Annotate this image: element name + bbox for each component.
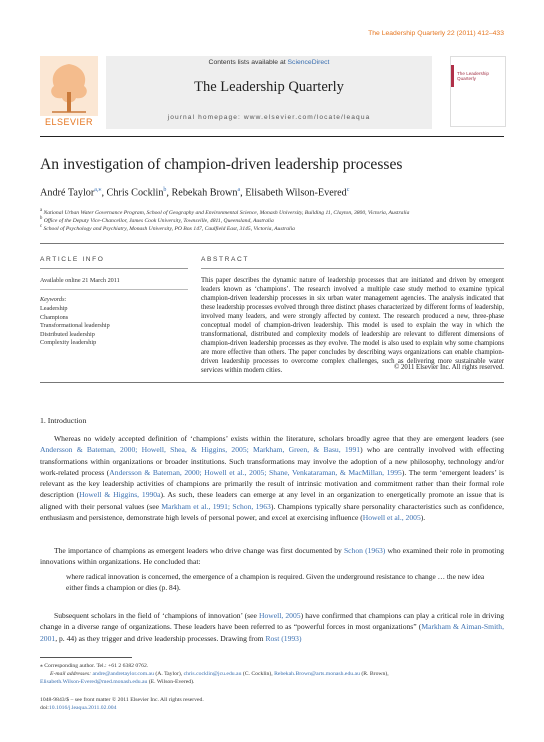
paragraph-text: The importance of champions as emergent leaders who drive change was first documented by: [54, 546, 344, 555]
author-name[interactable]: Chris Cocklin: [106, 187, 164, 199]
available-online: Available online 21 March 2011: [40, 277, 120, 284]
block-quote: where radical innovation is concerned, the emergence of a champion is required. Given the underground resistance to change … the new idea either finds a champion or dies (p. 84).: [66, 572, 485, 592]
author-name[interactable]: Elisabeth Wilson-Evered: [245, 187, 347, 199]
corresponding-author-note: ⁎ Corresponding author. Tel.: +61 2 6382 0762.: [40, 663, 149, 669]
journal-homepage[interactable]: journal homepage: www.elsevier.com/locate/leaqua: [167, 114, 371, 121]
cover-accent-bar: [451, 65, 454, 87]
journal-cover-thumbnail: [450, 56, 506, 127]
doi-line: doi:10.1016/j.leaqua.2011.02.004: [40, 705, 117, 711]
citation-link[interactable]: Andersson & Bateman, 2000; Howell, Shea, & Higgins, 2005; Markham, Green, & Basu, 1991: [40, 445, 361, 455]
keyword: Distributed leadership: [40, 330, 95, 338]
paragraph-text: ) have confirmed that champions can play a critical role in driving change in a diverse range of organizations. These leaders have been referred to as “powerful forces in most organizations” (: [40, 611, 505, 632]
paragraph-text: Whereas no widely accepted definition of ‘champions’ exists within the literature, scholars broadly agree that they are emergent leaders (see: [54, 434, 504, 443]
paragraph-text: ) who are centrally involved with effecting transformations within organizations or broader institutions. Such transformations may involve the adoption of a new philosophy, technology and/or work-related process (: [40, 445, 504, 477]
section-heading: 1. Introduction: [40, 416, 87, 425]
author-sup[interactable]: c: [346, 187, 350, 193]
elsevier-tree-logo: [40, 56, 98, 118]
journal-title: The Leadership Quarterly: [194, 79, 344, 95]
author-name[interactable]: André Taylor: [40, 187, 95, 199]
author-sup[interactable]: a: [237, 187, 241, 193]
elsevier-wordmark: ELSEVIER: [44, 117, 94, 127]
citation-link[interactable]: Howell, 2005: [259, 611, 301, 620]
email-addresses-line2: Elisabeth.Wilson-Evered@med.monash.edu.au (E. Wilson-Evered).: [40, 679, 195, 685]
paragraph-text: Subsequent scholars in the field of ‘champions of innovation’ (see: [54, 611, 259, 620]
footnote-rule: [40, 657, 132, 658]
abstract-copyright: © 2011 Elsevier Inc. All rights reserved.: [394, 364, 504, 371]
citation-link[interactable]: Howell & Higgins, 1990a: [79, 490, 161, 500]
issn-line: 1048-9843/$ – see front matter © 2011 Elsevier Inc. All rights reserved.: [40, 697, 204, 703]
intro-paragraph-2: [40, 545, 504, 568]
citation-link[interactable]: Andersson & Bateman, 2000; Howell et al., 2005; Shane, Venkataraman, & MacMillan, 1995: [109, 467, 402, 477]
email-link[interactable]: chris.cocklin@jcu.edu.au: [183, 671, 242, 677]
abstract-end-rule: [40, 382, 504, 383]
sciencedirect-link[interactable]: ScienceDirect: [287, 59, 330, 66]
contents-line: [106, 59, 432, 66]
keyword-list: [40, 305, 110, 348]
journal-banner: [40, 56, 504, 131]
paragraph-text: ).: [420, 513, 426, 523]
abstract-rule: [201, 268, 504, 269]
email-link[interactable]: Rebekah.Brown@arts.monash.edu.au: [274, 671, 360, 677]
email-link[interactable]: andre@andretaylor.com.au: [92, 671, 154, 677]
affiliation: $^b$ Office of the Deputy Vice-Chancellor, James Cook University, Townsville, 4811, Queensland, Australia: [40, 216, 274, 224]
keyword: Leadership: [40, 305, 68, 312]
paragraph-text: ). The term ‘emergent leaders’ is relevant as the key leadership activities of champions are primarily the result of intrinsic motivation and commitment rather than their formal role description (: [40, 467, 504, 500]
keywords-label: Keywords:: [40, 296, 67, 303]
intro-paragraph-3: [40, 610, 504, 644]
author-list: André Taylor$^{a,⁎}$, Chris Cocklin$^b$, Rebekah Brown$^a$, Elisabeth Wilson-Evered$^c$: [40, 187, 350, 199]
journal-header-box: [106, 56, 432, 129]
info-rule: [40, 268, 188, 269]
affiliation-rule: [40, 243, 504, 244]
paragraph-text: ). As such, these leaders can emerge at any level in an organization to energetically promote an issue that is aligned with their personal values (see: [40, 490, 504, 511]
contents-prefix: Contents lists available at: [208, 59, 288, 66]
author-sup[interactable]: b: [163, 187, 167, 193]
email-addresses: E-mail addresses: andre@andretaylor.com.au (A. Taylor), chris.cocklin@jcu.edu.au (C. Cocklin), Rebekah.Brown@arts.monash.edu.au (R. Brown),: [50, 671, 389, 677]
citation-link[interactable]: Schon (1963): [343, 546, 386, 555]
citation-link[interactable]: Rost (1993): [265, 633, 302, 643]
cover-title: The Leadership Quarterly: [457, 71, 489, 82]
affiliation: $^a$ National Urban Water Governance Program, School of Geography and Environmental Science, Monash University, Building 11, Clayton, 3800, Victoria, Australia: [40, 208, 410, 216]
keyword: Champions: [40, 313, 69, 321]
email-link[interactable]: Elisabeth.Wilson-Evered@med.monash.edu.au: [40, 679, 148, 685]
paragraph-text: , p. 44) as they trigger and drive leadership processes. Drawing from: [55, 633, 266, 643]
paragraph-text: who examined their role in promoting innovations within organizations. He concluded that:: [40, 546, 504, 567]
affiliation: $^c$ School of Psychology and Psychiatry, Monash University, PO Box 147, Caulfield East, 3145, Victoria, Australia: [40, 224, 295, 232]
article-info-heading: ARTICLE INFO: [40, 256, 105, 263]
abstract-text: This paper describes the dynamic nature of leadership processes that are initiated and driven by emergent leaders known as ‘champions’. The research involved a multiple case study method to examine typical champion-driven leadership processes in six urban water management agencies. The analysis indicated that these leadership processes evolved through three distinct phases characterized by different forms of leadership, involved many leaders, and were strongly affected by context. The research produced a new, three-phase conceptual model of champion-driven leadership. This model is used to explain the way in which the transformational, distributed and complexity models of leadership are relevant to different dimensions of champion-driven leadership processes as they evolve. The model is also used to explain why some champions are more effective than others. The paper concludes by describing ways organizations can enable champion-driven leadership processes to overcome complex challenges, such as delivering more sustainable water services within modern cities.: [201, 277, 504, 374]
intro-paragraph-1: [40, 433, 504, 523]
keyword: Transformational leadership: [40, 322, 110, 329]
author-sup[interactable]: a,⁎: [94, 187, 102, 193]
paragraph-text: ). Champions typically share personality characteristics such as confidence, enthusiasm and persistence, demonstrate high levels of personal power, and excel at exercising influence (: [40, 501, 505, 523]
abstract-heading: ABSTRACT: [201, 256, 249, 263]
article-title: An investigation of champion-driven leadership processes: [40, 156, 403, 173]
email-label: E-mail addresses:: [50, 671, 93, 677]
journal-reference: The Leadership Quarterly 22 (2011) 412–433: [368, 30, 504, 37]
author-name[interactable]: Rebekah Brown: [171, 187, 238, 199]
citation-link[interactable]: Markham et al., 1991; Schon, 1963: [161, 501, 271, 511]
citation-link[interactable]: Markham & Aiman-Smith, 2001: [40, 622, 504, 643]
info-divider: [40, 289, 188, 290]
doi-link[interactable]: 10.1016/j.leaqua.2011.02.004: [48, 705, 117, 711]
citation-link[interactable]: Howell et al., 2005: [362, 513, 421, 523]
keyword: Complexity leadership: [40, 339, 97, 346]
header-rule: [40, 136, 504, 137]
